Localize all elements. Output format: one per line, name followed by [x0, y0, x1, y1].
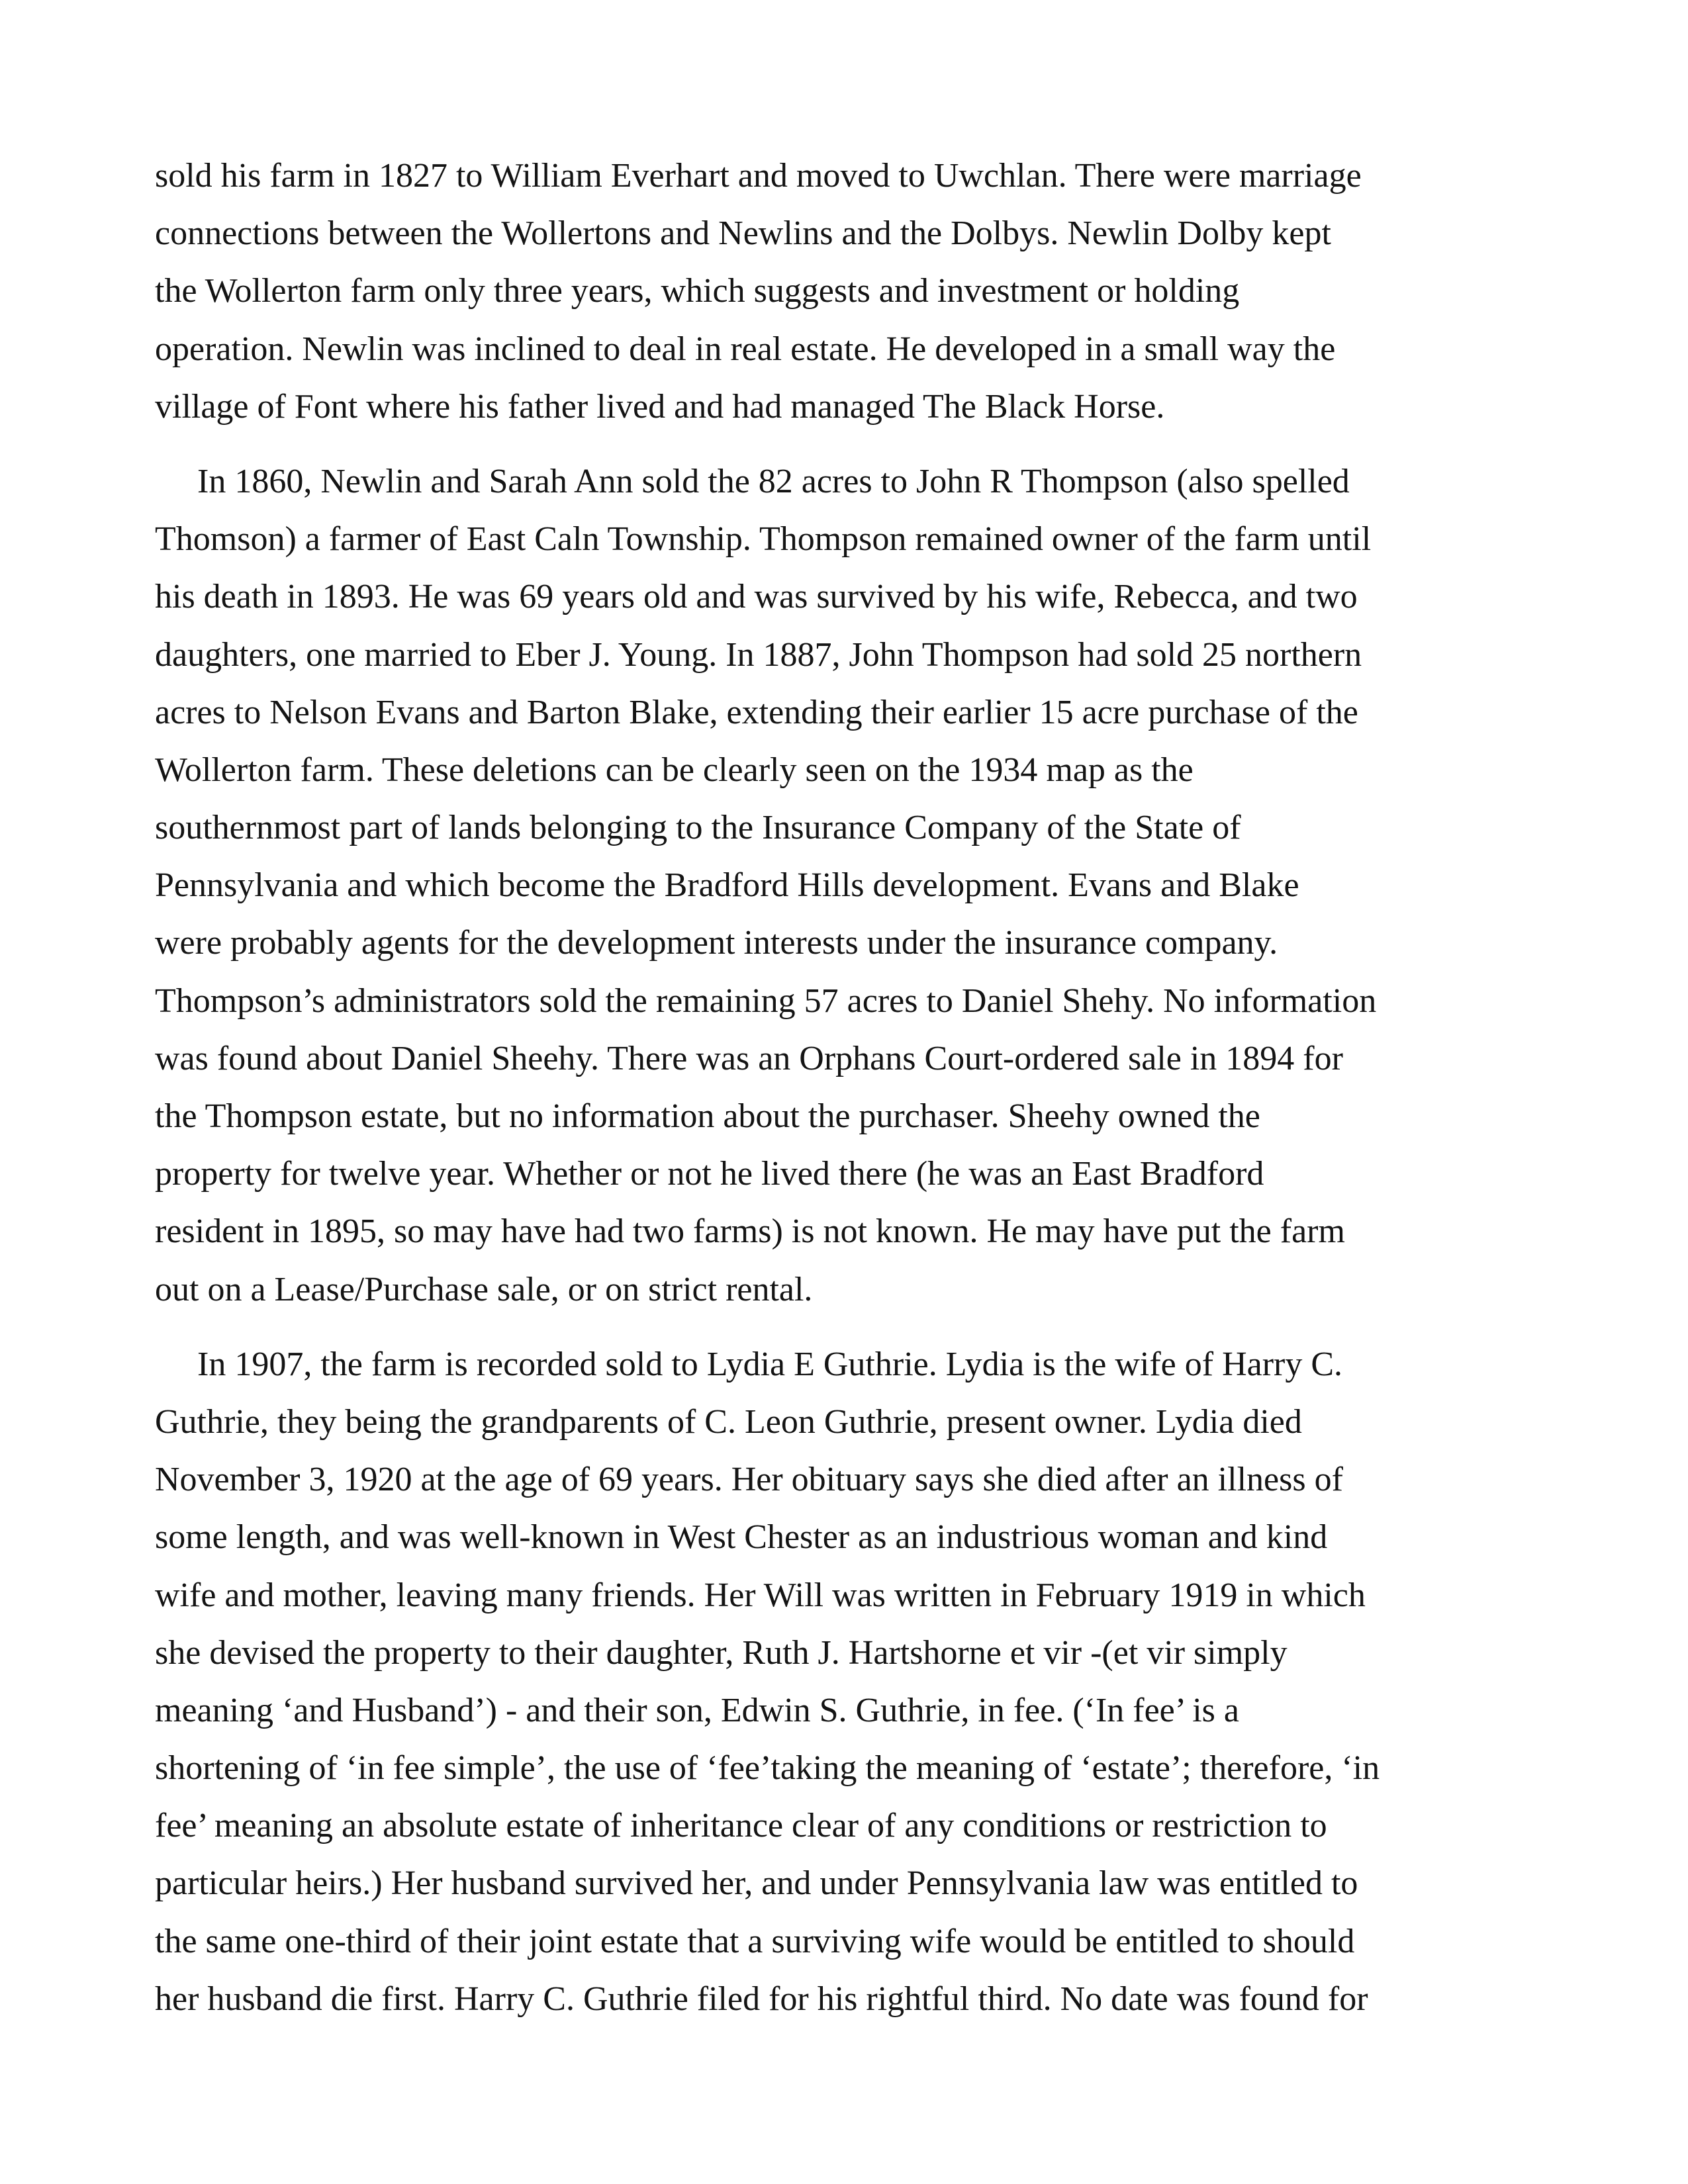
paragraph-spacer [155, 435, 1532, 453]
paragraph-spacer [155, 1318, 1532, 1336]
text-line: was found about Daniel Sheehy. There was an Orphans Court-ordered sale in 1894 for [155, 1039, 1343, 1077]
body-text [155, 147, 1532, 2028]
paragraph-3 [155, 1336, 1532, 2028]
text-line: In 1860, Newlin and Sarah Ann sold the 82 acres to John R Thompson (also spelled [197, 462, 1350, 500]
text-line: out on a Lease/Purchase sale, or on strict rental. [155, 1270, 813, 1308]
text-line: Wollerton farm. These deletions can be clearly seen on the 1934 map as the [155, 751, 1194, 789]
text-line: wife and mother, leaving many friends. Her Will was written in February 1919 in which [155, 1576, 1366, 1614]
text-line: the Thompson estate, but no information about the purchaser. Sheehy owned the [155, 1097, 1260, 1135]
text-line: Thompson’s administrators sold the remaining 57 acres to Daniel Shehy. No information [155, 981, 1377, 1020]
text-line: some length, and was well-known in West Chester as an industrious woman and kind [155, 1518, 1328, 1557]
paragraph-1 [155, 147, 1532, 435]
text-line: shortening of ‘in fee simple’, the use of ‘fee’taking the meaning of ‘estate’; therefore, ‘in [155, 1749, 1380, 1788]
text-line: fee’ meaning an absolute estate of inheritance clear of any conditions or restriction to [155, 1807, 1327, 1845]
text-line: her husband die first. Harry C. Guthrie filed for his rightful third. No date was found for [155, 1979, 1368, 2018]
text-line: she devised the property to their daughter, Ruth J. Hartshorne et vir -(et vir simply [155, 1633, 1288, 1672]
text-line: property for twelve year. Whether or not he lived there (he was an East Bradford [155, 1155, 1264, 1193]
text-line: November 3, 1920 at the age of 69 years. Her obituary says she died after an illness of [155, 1461, 1343, 1499]
text-line: Pennsylvania and which become the Bradford Hills development. Evans and Blake [155, 866, 1299, 905]
paragraph-2 [155, 453, 1532, 1318]
text-line: village of Font where his father lived and had managed The Black Horse. [155, 387, 1165, 426]
text-line: daughters, one married to Eber J. Young. In 1887, John Thompson had sold 25 northern [155, 635, 1362, 674]
text-line: his death in 1893. He was 69 years old and was survived by his wife, Rebecca, and two [155, 578, 1358, 616]
text-line: Thomson) a farmer of East Caln Township. Thompson remained owner of the farm until [155, 520, 1372, 559]
text-line: acres to Nelson Evans and Barton Blake, extending their earlier 15 acre purchase of the [155, 693, 1358, 731]
text-line: Guthrie, they being the grandparents of C. Leon Guthrie, present owner. Lydia died [155, 1402, 1302, 1441]
text-line: resident in 1895, so may have had two farms) is not known. He may have put the farm [155, 1212, 1345, 1251]
text-line: operation. Newlin was inclined to deal in real estate. He developed in a small way the [155, 330, 1336, 368]
text-line: particular heirs.) Her husband survived her, and under Pennsylvania law was entitled to [155, 1864, 1358, 1903]
text-line: In 1907, the farm is recorded sold to Lydia E Guthrie. Lydia is the wife of Harry C. [197, 1345, 1343, 1383]
text-line: the Wollerton farm only three years, which suggests and investment or holding [155, 272, 1240, 310]
text-line: were probably agents for the development interests under the insurance company. [155, 924, 1278, 962]
text-line: meaning ‘and Husband’) - and their son, Edwin S. Guthrie, in fee. (‘In fee’ is a [155, 1691, 1239, 1729]
text-line: southernmost part of lands belonging to the Insurance Company of the State of [155, 809, 1241, 847]
text-line: connections between the Wollertons and Newlins and the Dolbys. Newlin Dolby kept [155, 214, 1331, 253]
text-line: the same one-third of their joint estate that a surviving wife would be entitled to should [155, 1922, 1355, 1960]
text-line: sold his farm in 1827 to William Everhart and moved to Uwchlan. There were marriage [155, 157, 1362, 195]
